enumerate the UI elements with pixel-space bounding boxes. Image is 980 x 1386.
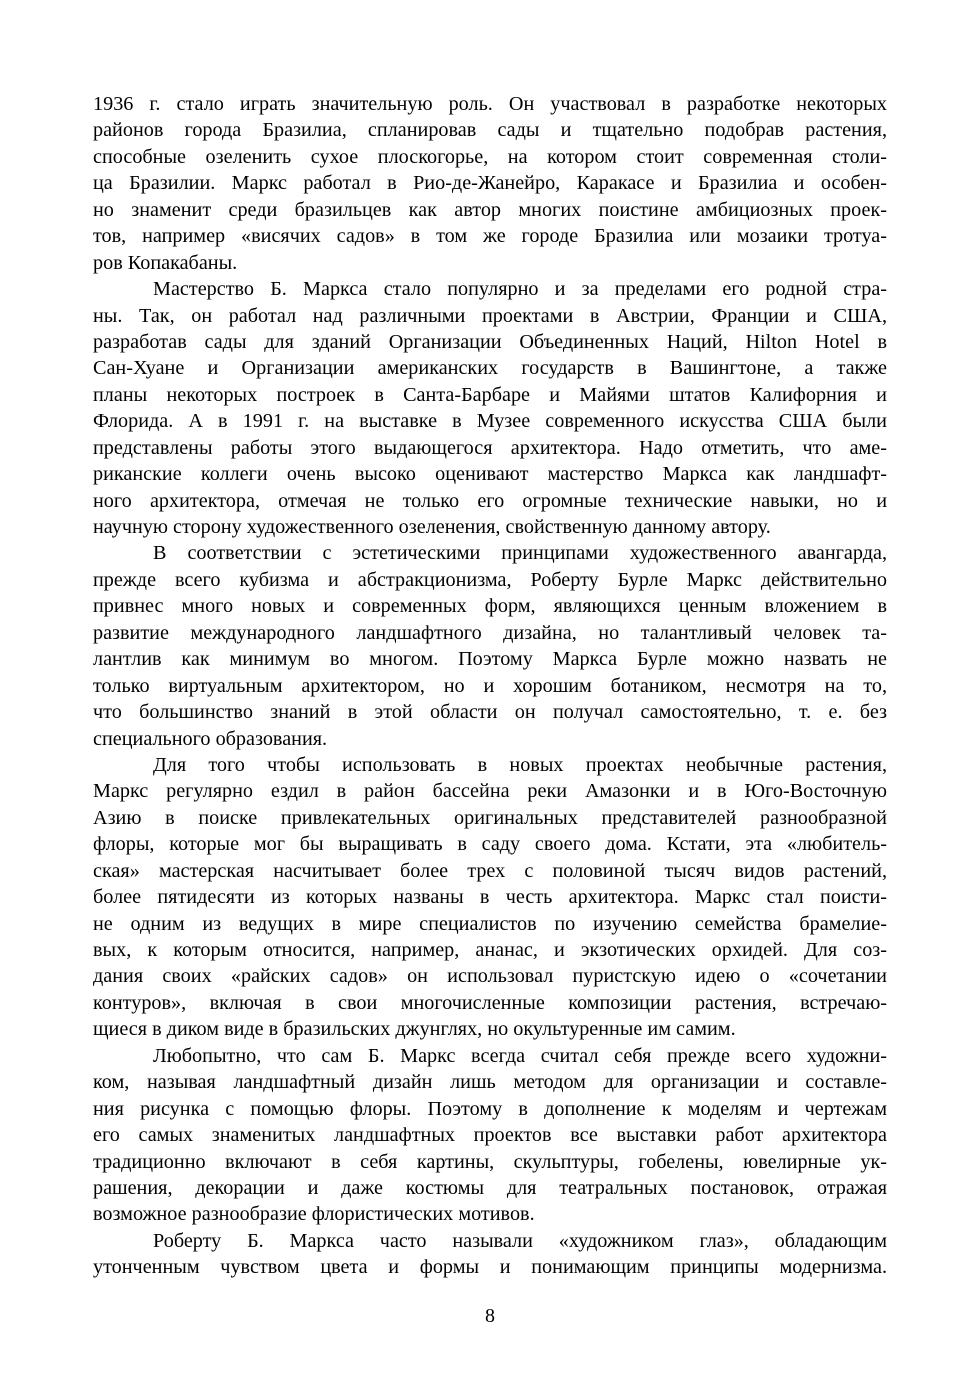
text-line: 1936 г. стало играть значительную роль. Он участвовал в разработке некоторых bbox=[93, 93, 887, 115]
text-line: только виртуальным архитектором, но и хорошим ботаником, несмотря на то, bbox=[93, 674, 887, 697]
text-line: Флорида. А в 1991 г. на выставке в Музее современного искусства США были bbox=[93, 410, 887, 433]
paragraph bbox=[93, 1228, 887, 1281]
text-line: ного архитектора, отмечая не только его огромные технические навыки, но и bbox=[93, 489, 887, 512]
text-line: дания своих «райских садов» он использовал пуристскую идею о «сочетании bbox=[93, 965, 887, 988]
text-line: вых, к которым относится, например, ананас, и экзотических орхидей. Для соз- bbox=[93, 939, 887, 961]
paragraph bbox=[93, 276, 887, 540]
text-line: не одним из ведущих в мире специалистов по изучению семейства брамелие- bbox=[93, 912, 887, 935]
text-line: представлены работы этого выдающегося архитектора. Надо отметить, что аме- bbox=[93, 436, 887, 459]
text-line: его самых знаменитых ландшафтных проектов все выставки работ архитектора bbox=[93, 1124, 887, 1147]
text-line: ская» мастерская насчитывает более трех с половиной тысяч видов растений, bbox=[93, 859, 887, 882]
text-line: способные озеленить сухое плоскогорье, на котором стоит современная столи- bbox=[93, 145, 887, 168]
text-line: утонченным чувством цвета и формы и понимающим принципы модернизма. bbox=[93, 1256, 887, 1279]
text-line: рашения, декорации и даже костюмы для театральных постановок, отражая bbox=[93, 1176, 887, 1199]
text-line: тов, например «висячих садов» в том же городе Бразилиа или мозаики тротуа- bbox=[93, 225, 887, 248]
text-line: лантлив как минимум во многом. Поэтому Маркса Бурле можно назвать не bbox=[93, 648, 887, 671]
text-line: прежде всего кубизма и абстракционизма, Роберту Бурле Маркс действительно bbox=[93, 568, 887, 591]
text-line: привнес много новых и современных форм, являющихся ценным вложением в bbox=[93, 595, 887, 618]
text-line: планы некоторых построек в Санта-Барбаре и Майями штатов Калифорния и bbox=[93, 383, 887, 406]
page-number: 8 bbox=[485, 1305, 495, 1327]
text-line: специального образования. bbox=[93, 727, 328, 750]
text-line: ца Бразилии. Маркс работал в Рио-де-Жанейро, Каракасе и Бразилиа и особен- bbox=[93, 172, 887, 195]
text-line: возможное разнообразие флористических мотивов. bbox=[93, 1203, 535, 1226]
text-line: но знаменит среди бразильцев как автор многих поистине амбициозных проек- bbox=[93, 198, 887, 221]
text-line: ров Копакабаны. bbox=[93, 251, 238, 274]
paragraph bbox=[93, 752, 887, 1043]
text-line: Азию в поиске привлекательных оригинальных представителей разнообразной bbox=[93, 806, 887, 829]
text-line: районов города Бразилиа, спланировав сады и тщательно подобрав растения, bbox=[93, 119, 887, 142]
text-line: Сан-Хуане и Организации американских государств в Вашингтоне, а также bbox=[93, 357, 887, 380]
text-line: ния рисунка с помощью флоры. Поэтому в дополнение к моделям и чертежам bbox=[93, 1097, 887, 1120]
text-line: щиеся в диком виде в бразильских джунглях, но окультуренные им самим. bbox=[93, 1018, 736, 1041]
text-line: контуров», включая в свои многочисленные композиции растения, встречаю- bbox=[93, 991, 887, 1014]
text-line: Роберту Б. Маркса часто называли «художником глаз», обладающим bbox=[153, 1229, 887, 1252]
text-line: флоры, которые мог бы выращивать в саду своего дома. Кстати, эта «любитель- bbox=[93, 833, 887, 856]
text-line: традиционно включают в себя картины, скульптуры, гобелены, ювелирные ук- bbox=[93, 1150, 887, 1173]
text-line: что большинство знаний в этой области он получал самостоятельно, т. е. без bbox=[93, 701, 887, 724]
text-line: Для того чтобы использовать в новых проектах необычные растения, bbox=[153, 753, 887, 776]
text-line: Любопытно, что сам Б. Маркс всегда считал себя прежде всего художни- bbox=[153, 1044, 887, 1067]
text-line: научную сторону художественного озеленения, свойственную данному автору. bbox=[93, 516, 771, 538]
text-line: Мастерство Б. Маркса стало популярно и за пределами его родной стра- bbox=[153, 278, 887, 301]
text-line: разработав сады для зданий Организации Объединенных Наций, Hilton Hotel в bbox=[93, 330, 887, 353]
paragraph bbox=[93, 540, 887, 752]
text-line: ны. Так, он работал над различными проектами в Австрии, Франции и США, bbox=[93, 304, 887, 327]
text-line: Маркс регулярно ездил в район бассейна реки Амазонки и в Юго-Восточную bbox=[93, 780, 887, 803]
text-line: более пятидесяти из которых названы в честь архитектора. Маркс стал поисти- bbox=[93, 886, 887, 909]
paragraph bbox=[93, 1043, 887, 1228]
text-line: риканские коллеги очень высоко оценивают мастерство Маркса как ландшафт- bbox=[93, 463, 887, 486]
text-line: ком, называя ландшафтный дизайн лишь методом для организации и составле- bbox=[93, 1071, 887, 1094]
text-line: В соответствии с эстетическими принципами художественного авангарда, bbox=[153, 542, 887, 565]
paragraph bbox=[93, 91, 887, 276]
page-body bbox=[93, 91, 887, 1281]
text-line: развитие международного ландшафтного дизайна, но талантливый человек та- bbox=[93, 621, 887, 644]
